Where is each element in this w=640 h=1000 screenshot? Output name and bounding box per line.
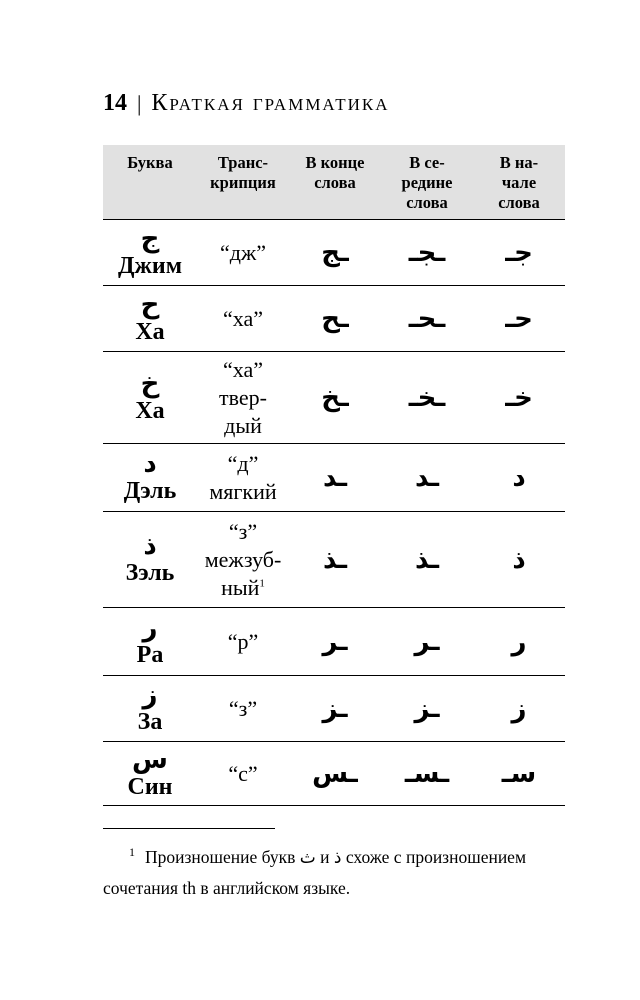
footnote xyxy=(103,842,565,903)
column-header-letter: Буква xyxy=(103,145,197,220)
alphabet-table xyxy=(103,145,565,806)
transcription-line-1: “з” xyxy=(228,695,258,721)
start-form-glyph: ذ xyxy=(512,544,526,575)
middle-form-glyph: ـز xyxy=(414,693,440,724)
start-form-cell xyxy=(473,676,565,742)
end-form-cell xyxy=(289,352,381,444)
letter-name: Зэль xyxy=(125,559,175,586)
transcription-cell xyxy=(197,352,289,444)
start-form-glyph: ز xyxy=(511,693,527,724)
transcription-line-2: твер- xyxy=(219,384,267,410)
transcription-cell xyxy=(197,676,289,742)
start-form-glyph: د xyxy=(512,462,526,493)
table-row xyxy=(103,676,565,742)
start-form-cell xyxy=(473,742,565,806)
middle-form-glyph: ـذ xyxy=(415,544,439,575)
footnote-text-before: Произношение букв xyxy=(145,847,296,867)
table-row xyxy=(103,742,565,806)
letter-cell xyxy=(103,352,197,444)
letter-cell xyxy=(103,512,197,608)
transcription-line-1: “с” xyxy=(228,760,258,786)
column-header-start-form: В на- чале слова xyxy=(473,145,565,220)
end-form-cell xyxy=(289,512,381,608)
table-row xyxy=(103,444,565,512)
footnote-ref: 1 xyxy=(259,577,265,590)
letter-name: Дэль xyxy=(123,477,177,504)
end-form-cell xyxy=(289,676,381,742)
table-row xyxy=(103,286,565,352)
start-form-cell xyxy=(473,286,565,352)
transcription-cell xyxy=(197,742,289,806)
letter-glyph: ذ xyxy=(143,530,157,561)
middle-form-cell xyxy=(381,444,473,512)
letter-glyph: خ xyxy=(140,368,160,399)
column-header-end-form: В конце слова xyxy=(289,145,381,220)
table-row xyxy=(103,512,565,608)
start-form-glyph: خـ xyxy=(505,382,533,413)
end-form-cell xyxy=(289,220,381,286)
middle-form-glyph: ـجـ xyxy=(408,237,446,268)
transcription-cell xyxy=(197,286,289,352)
end-form-glyph: ـز xyxy=(322,693,348,724)
footnote-rule xyxy=(103,828,275,829)
footnote-text-after: схоже с произношением сочетания th в английском языке. xyxy=(103,847,527,898)
transcription-line-1: “д” xyxy=(227,450,259,476)
end-form-glyph: ـخ xyxy=(321,382,349,413)
table-row xyxy=(103,608,565,676)
transcription-line-1: “р” xyxy=(227,628,259,654)
transcription-line-2: межзуб- xyxy=(204,546,282,572)
footnote-mark: 1 xyxy=(129,845,135,860)
start-form-cell xyxy=(473,444,565,512)
letter-glyph: د xyxy=(143,448,157,479)
page-header xyxy=(103,90,390,117)
middle-form-cell xyxy=(381,286,473,352)
letter-glyph: ر xyxy=(142,612,158,643)
transcription-cell xyxy=(197,444,289,512)
letter-glyph: ز xyxy=(142,679,158,710)
transcription-line-2: мягкий xyxy=(209,478,277,504)
middle-form-cell xyxy=(381,608,473,676)
letter-name: Джим xyxy=(117,252,183,279)
letter-name: Син xyxy=(127,773,173,800)
letter-name: За xyxy=(137,708,163,735)
end-form-cell xyxy=(289,608,381,676)
end-form-cell xyxy=(289,742,381,806)
start-form-glyph: حـ xyxy=(505,303,533,334)
letter-name: Ра xyxy=(136,641,164,668)
end-form-glyph: ـد xyxy=(323,462,347,493)
middle-form-glyph: ـخـ xyxy=(408,382,446,413)
letter-cell xyxy=(103,742,197,806)
middle-form-cell xyxy=(381,512,473,608)
start-form-cell xyxy=(473,512,565,608)
table-row xyxy=(103,220,565,286)
letter-cell xyxy=(103,676,197,742)
footnote-glyph-a: ث xyxy=(299,848,316,868)
footnote-glyph-b: ذ xyxy=(333,848,342,868)
end-form-glyph: ـس xyxy=(312,758,358,789)
start-form-glyph: سـ xyxy=(501,758,537,789)
table-row xyxy=(103,352,565,444)
letter-name: Ха xyxy=(135,318,165,345)
letter-cell xyxy=(103,608,197,676)
page-number: 14 xyxy=(103,90,127,116)
middle-form-glyph: ـسـ xyxy=(404,758,450,789)
transcription-line-1: “дж” xyxy=(220,239,266,265)
column-header-transcription: Транс- крипция xyxy=(197,145,289,220)
end-form-cell xyxy=(289,444,381,512)
transcription-line-3: дый xyxy=(224,412,262,438)
start-form-cell xyxy=(473,608,565,676)
footnote-conj: и xyxy=(320,847,330,867)
middle-form-cell xyxy=(381,352,473,444)
letter-name: Ха xyxy=(135,397,165,424)
transcription-cell xyxy=(197,608,289,676)
letter-glyph: س xyxy=(132,744,168,775)
middle-form-glyph: ـر xyxy=(414,626,440,657)
start-form-glyph: جـ xyxy=(505,237,533,268)
middle-form-cell xyxy=(381,220,473,286)
end-form-glyph: ـح xyxy=(321,303,349,334)
middle-form-cell xyxy=(381,742,473,806)
middle-form-glyph: ـحـ xyxy=(408,303,446,334)
transcription-line-1: “з” xyxy=(228,518,258,544)
letter-glyph: ح xyxy=(140,289,160,320)
letter-cell xyxy=(103,286,197,352)
transcription-cell xyxy=(197,512,289,608)
header-divider: | xyxy=(137,90,142,116)
letter-glyph: ج xyxy=(140,223,160,254)
column-header-middle-form: В се- редине слова xyxy=(381,145,473,220)
middle-form-cell xyxy=(381,676,473,742)
transcription-line-3: ный$^1$ xyxy=(221,574,265,600)
middle-form-glyph: ـد xyxy=(415,462,439,493)
end-form-cell xyxy=(289,286,381,352)
letter-cell xyxy=(103,220,197,286)
running-title: Краткая грамматика xyxy=(151,90,390,116)
letter-cell xyxy=(103,444,197,512)
end-form-glyph: ـج xyxy=(321,237,349,268)
transcription-cell xyxy=(197,220,289,286)
transcription-line-1: “ха” xyxy=(222,356,263,382)
start-form-cell xyxy=(473,220,565,286)
transcription-line-1: “ха” xyxy=(222,305,263,331)
start-form-cell xyxy=(473,352,565,444)
start-form-glyph: ر xyxy=(511,626,527,657)
table-header-row xyxy=(103,145,565,220)
end-form-glyph: ـر xyxy=(322,626,348,657)
end-form-glyph: ـذ xyxy=(323,544,347,575)
